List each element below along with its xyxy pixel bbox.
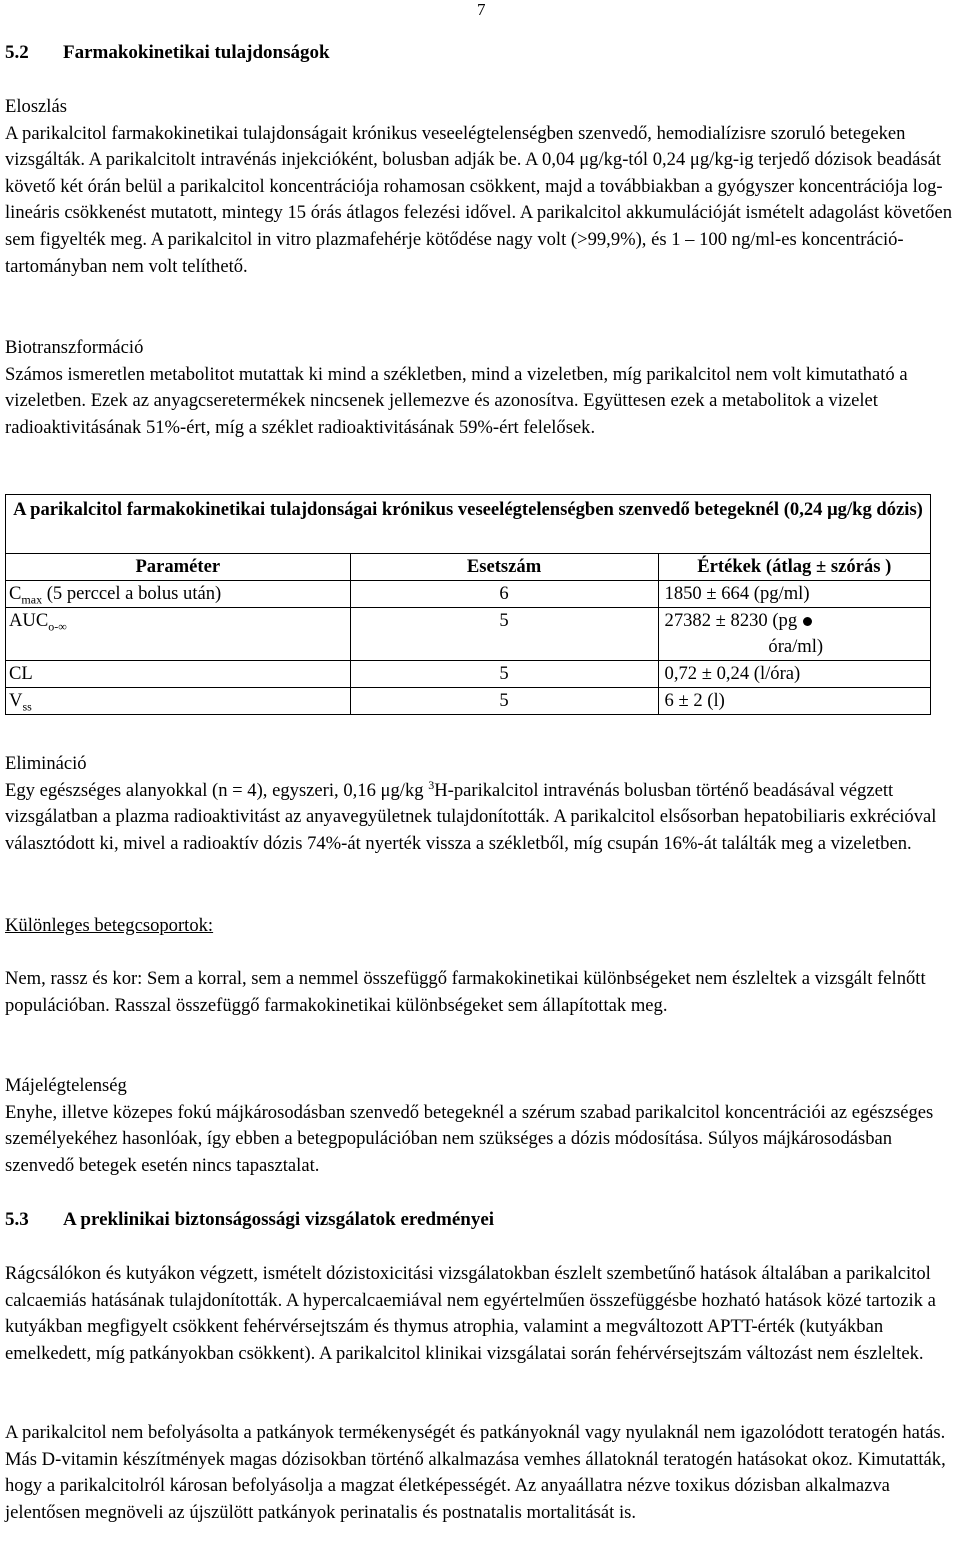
section-5-2-heading [5, 40, 956, 67]
section-title: A preklinikai biztonságossági vizsgálatok eredményei [63, 1209, 495, 1230]
count-cell: 5 [350, 661, 658, 688]
section-5-3-heading [5, 1207, 956, 1234]
eliminacio-text-part1: Egy egészséges alanyokkal (n = 4), egyszeri, 0,16 μg/kg [5, 779, 429, 801]
eliminacio-text [5, 778, 956, 858]
eloszlas-section [5, 94, 956, 280]
param-cell [6, 688, 351, 715]
eloszlas-heading: Eloszlás [5, 96, 67, 117]
value-cell: 6 ± 2 (l) [658, 688, 930, 715]
nem-rassz-kor-label: Nem, rassz és kor: [5, 968, 143, 989]
param-subscript: o-∞ [48, 619, 67, 634]
kulonleges-heading-text: Különleges betegcsoportok: [5, 915, 214, 936]
biotranszformacio-text: Számos ismeretlen metabolitot mutattak ki mind a székletben, mind a vizeletben, míg parikalcitol nem volt kimutatható a vizeletben. Ezek az anyagcseretermékek nincsenek jellemezve és azonosítva. Együttesen ezek a metabolitok a vizelet radioaktivitásának 51%-ért, míg a széklet radioaktivitásának 59%-ért felelősek. [5, 363, 908, 438]
page-number: 7 [477, 0, 486, 19]
eliminacio-section [5, 751, 956, 857]
eliminacio-heading: Elimináció [5, 753, 87, 774]
biotranszformacio-section [5, 335, 956, 441]
table-row [6, 661, 931, 688]
value-cell: 0,72 ± 0,24 (l/óra) [658, 661, 930, 688]
nem-rassz-kor-body: Sem a korral, sem a nemmel összefüggő farmakokinetikai különbségeket nem észleltek a vizsgált felnőtt populációban. Rasszal összefüggő farmakokinetikai különbségeket sem állapítottak meg. [5, 968, 926, 1016]
section-title: Farmakokinetikai tulajdonságok [63, 42, 330, 63]
value-cell: 1850 ± 664 (pg/ml) [658, 581, 930, 608]
isotope-superscript: 3 [428, 777, 435, 792]
param-note: (5 perccel a bolus után) [42, 583, 222, 604]
count-cell: 6 [350, 581, 658, 608]
nem-rassz-kor-text [5, 966, 956, 1019]
table-header-parameter: Paraméter [6, 554, 351, 581]
section-number: 5.2 [5, 42, 29, 63]
param-cell: CL [6, 661, 351, 688]
table-header-ertekek: Értékek (átlag ± szórás ) [658, 554, 930, 581]
param-subscript: ss [22, 699, 32, 714]
preclinical-text-1: Rágcsálókon és kutyákon végzett, ismételt dózistoxicitási vizsgálatokban észlelt szembetűnő hatások általában a parikalcitol calcaemiás hatásának tulajdonították. A hypercalcaemiával nem egyértelműen összefüggésbe hozható hatások közé tartozik a kutyákban megfigyelt csökkent fehérvérsejtszám és thymus atrophia, valamint a megváltozott APTT-érték (kutyákban emelkedett, míg patkányokban csökkent). A parikalcitol klinikai vizsgálatai során fehérvérsejtszám változást nem észleltek. [5, 1263, 936, 1364]
table-row [6, 688, 931, 715]
param-cell [6, 608, 351, 661]
majelegtelenseg-heading: Májelégtelenség [5, 1075, 127, 1096]
eliminacio-text-part2: H-parikalcitol intravénás bolusban történő beadásával végzett vizsgálatban a plazma radioaktivitást az anyavegyületnek tulajdonították. A parikalcitol elsősorban hepatobiliaris exkrécióval választódott ki, mivel a radioaktív dózis 74%-át nyerték vissza a székletből, míg csupán 16%-át találták meg a vizeletben. [5, 779, 937, 854]
preclinical-text-2: A parikalcitol nem befolyásolta a patkányok termékenységét és patkányoknál vagy nyulaknál nem igazolódott teratogén hatás. Más D-vitamin készítmények magas dózisokban történő alkalmazása vemhes állatoknál teratogén hatásokat okoz. Kimutatták, hogy a parikalcitolról károsan befolyásolja a magzat életképességét. Az anyaállatra nézve toxikus dózisban alkalmazva jelentősen megnöveli az újszülött patkányok perinatalis és postnatalis mortalitását is. [5, 1422, 946, 1523]
table-row [6, 581, 931, 608]
param-name: V [9, 690, 23, 711]
biotranszformacio-heading: Biotranszformáció [5, 337, 144, 358]
kulonleges-heading [5, 913, 956, 940]
param-name: AUC [9, 610, 49, 631]
param-cell [6, 581, 351, 608]
count-cell: 5 [350, 688, 658, 715]
eloszlas-text: A parikalcitol farmakokinetikai tulajdonságait krónikus veseelégtelenségben szenvedő, hemodialízisre szoruló betegeken vizsgálták. A parikalcitolt intravénás injekcióként, bolusban adják be. A 0,04 μg/kg-tól 0,24 μg/kg-ig terjedő dózisok beadását követő két órán belül a parikalcitol koncentrációja rohamosan csökkent, majd a továbbiakban a gyógyszer koncentrációja log-lineáris csökkenést mutatott, mintegy 15 órás átlagos felezési idővel. A parikalcitol akkumulációját ismételt adagolást követően sem figyelték meg. A parikalcitol in vitro plazmafehérje kötődése nagy volt (>99,9%), és 1 – 100 ng/ml-es koncentráció-tartományban nem volt telíthető. [5, 122, 952, 277]
majelegtelenseg-section [5, 1073, 956, 1179]
param-subscript: max [21, 592, 43, 607]
section-number: 5.3 [5, 1209, 29, 1230]
param-name: C [9, 583, 22, 604]
table-caption: A parikalcitol farmakokinetikai tulajdonságai krónikus veseelégtelenségben szenvedő betegeknél (0,24 μg/kg dózis) [6, 495, 931, 554]
preclinical-paragraph-2 [5, 1420, 956, 1526]
count-cell: 5 [350, 608, 658, 661]
table-row [6, 608, 931, 661]
bullet-dot-icon [803, 617, 812, 626]
majelegtelenseg-text: Enyhe, illetve közepes fokú májkárosodásban szenvedő betegeknél a szérum szabad parikalcitol koncentrációi az egészséges személyekéhez hasonlóak, így ebben a betegpopulációban nem szükséges a dózis módosítása. Súlyos májkárosodásban szenvedő betegek esetén nincs tapasztalat. [5, 1101, 934, 1176]
value-text: 27382 ± 8230 (pg [664, 610, 798, 631]
value-cell [658, 608, 930, 661]
nem-rassz-kor-section [5, 966, 956, 1019]
table-header-esetszam: Esetszám [350, 554, 658, 581]
value-text-cont: óra/ml) [768, 636, 824, 657]
pk-table [5, 494, 931, 715]
preclinical-paragraph-1 [5, 1261, 956, 1367]
